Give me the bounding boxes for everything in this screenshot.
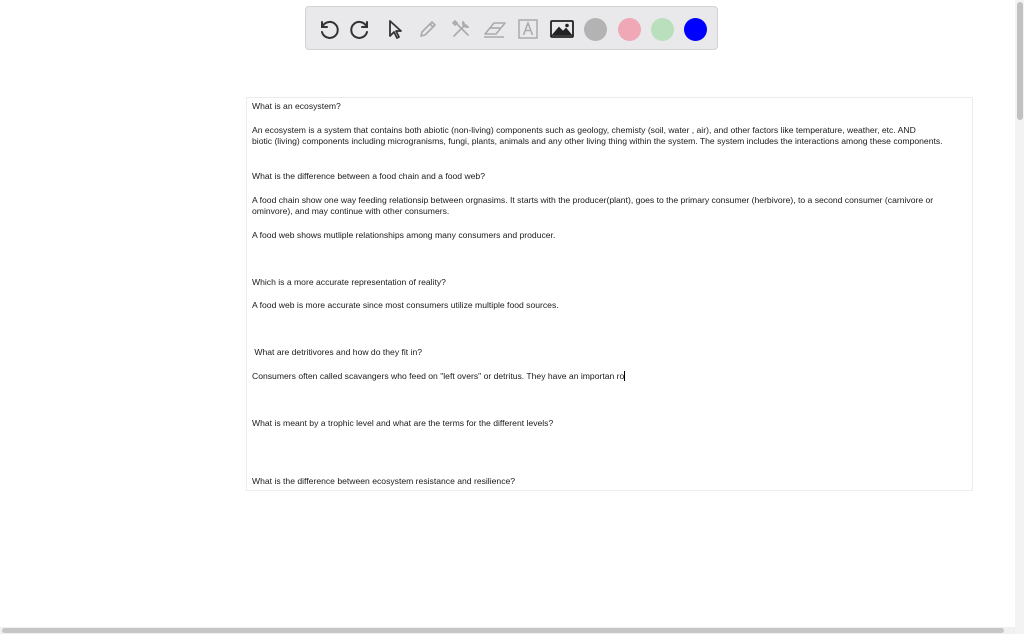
horizontal-scrollbar[interactable] (0, 627, 1015, 634)
color-swatch-pink[interactable] (618, 18, 641, 41)
question-food-chain-vs-web: What is the difference between a food chain and a food web? (252, 171, 485, 181)
image-icon[interactable] (549, 16, 575, 42)
question-ecosystem: What is an ecosystem? (252, 101, 341, 111)
text-icon[interactable] (515, 16, 541, 42)
answer-detritivores-text: Consumers often called scavangers who feed on "left overs" or detritus. They have an importan ro (252, 371, 625, 381)
undo-icon[interactable] (315, 16, 341, 42)
question-detritivores: What are detritivores and how do they fit in? (252, 347, 423, 357)
question-accuracy: Which is a more accurate representation of reality? (252, 277, 446, 287)
redo-icon[interactable] (348, 16, 374, 42)
answer-food-chain-line-2: ominvore), and may continue with other consumers. (252, 206, 450, 216)
answer-ecosystem-line-1: An ecosystem is a system that contains both abiotic (non-living) components such as geology, chemisty (soil, water , air), and other factors like temperature, weather, etc. AND (252, 125, 916, 135)
pencil-icon[interactable] (415, 16, 441, 42)
eraser-icon[interactable] (482, 16, 508, 42)
drawing-toolbar (305, 6, 718, 50)
tools-icon[interactable] (448, 16, 474, 42)
answer-food-web: A food web shows mutliple relationships among many consumers and producer. (252, 230, 556, 240)
answer-ecosystem-line-2: biotic (living) components including microgranisms, fungi, plants, animals and any other living thing within the system. The system includes the interactions among these components. (252, 136, 943, 146)
question-trophic-level: What is meant by a trophic level and what are the terms for the different levels? (252, 418, 554, 428)
color-swatch-gray[interactable] (584, 18, 607, 41)
answer-accuracy: A food web is more accurate since most consumers utilize multiple food sources. (252, 300, 559, 310)
question-resistance-resilience: What is the difference between ecosystem resistance and resilience? (252, 476, 516, 486)
vertical-scrollbar[interactable] (1015, 0, 1024, 634)
color-swatch-green[interactable] (651, 18, 674, 41)
answer-detritivores (252, 371, 625, 383)
color-swatch-blue[interactable] (684, 18, 707, 41)
answer-food-chain-line-1: A food chain show one way feeding relationsip between orgnasims. It starts with the producer(plant), goes to the primary consumer (herbivore), to a second consumer (carnivore or (252, 195, 934, 205)
pointer-icon[interactable] (382, 16, 408, 42)
text-caret (624, 371, 625, 381)
vertical-scroll-thumb[interactable] (1017, 2, 1023, 120)
text-document[interactable] (246, 97, 973, 491)
horizontal-scroll-thumb[interactable] (2, 628, 1004, 633)
